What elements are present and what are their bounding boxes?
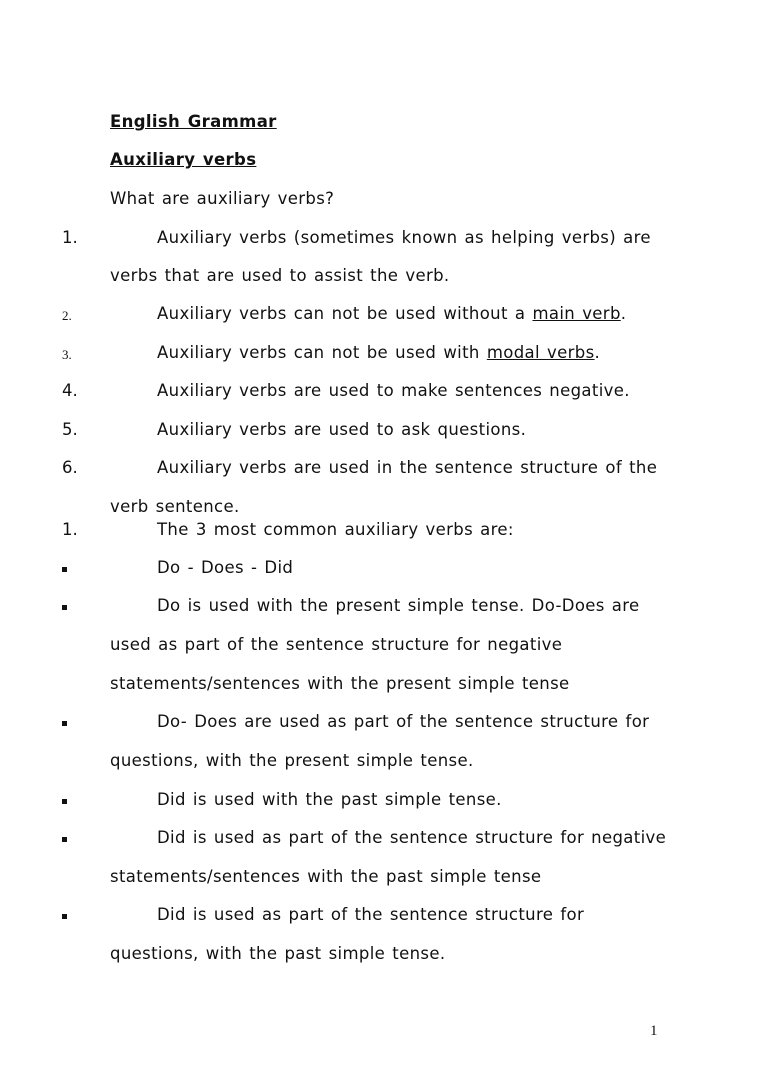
list-marker: 3. (62, 347, 72, 362)
list-marker: 5. (62, 420, 78, 439)
bullet-icon (62, 598, 68, 604)
list-marker: 1. (62, 520, 78, 539)
page-number: 1 (650, 1023, 658, 1039)
document-subheading: Auxiliary verbs (110, 150, 257, 169)
bullet-text: Do - Does - Did (157, 558, 294, 577)
bullet-continuation: used as part of the sentence structure for negative (110, 635, 563, 654)
list-item-text: Auxiliary verbs are used to make sentences negative. (157, 381, 630, 400)
list-item-text: The 3 most common auxiliary verbs are: (157, 520, 514, 539)
list-item-text-part: Auxiliary verbs can not be used with (157, 343, 487, 362)
bullet-text: Did is used as part of the sentence structure for (157, 905, 585, 924)
main-verb-link[interactable]: main verb (532, 304, 621, 323)
bullet-icon (62, 792, 68, 798)
bullet-icon (62, 560, 68, 566)
bullet-continuation: statements/sentences with the present simple tense (110, 674, 570, 693)
list-item-text-part: . (620, 304, 627, 323)
list-item-text: Auxiliary verbs are used in the sentence structure of the (157, 458, 658, 477)
bullet-icon (62, 907, 68, 913)
list-item-text: Auxiliary verbs (sometimes known as helping verbs) are (157, 228, 651, 247)
list-item-text-part: . (594, 343, 601, 362)
bullet-text: Do is used with the present simple tense. Do-Does are (157, 596, 640, 615)
bullet-continuation: questions, with the past simple tense. (110, 944, 446, 963)
modal-verbs-link[interactable]: modal verbs (486, 343, 595, 362)
list-marker: 6. (62, 458, 78, 477)
list-item-continuation: verbs that are used to assist the verb. (110, 266, 450, 285)
list-item-text (157, 304, 626, 324)
list-item-text (157, 343, 600, 363)
list-marker: 1. (62, 228, 78, 247)
bullet-continuation: questions, with the present simple tense. (110, 751, 474, 770)
bullet-icon (62, 830, 68, 836)
list-item-text: Auxiliary verbs are used to ask questions. (157, 420, 527, 439)
list-item-continuation: verb sentence. (110, 497, 240, 516)
list-item-text-part: Auxiliary verbs can not be used without a (157, 304, 533, 323)
list-marker: 2. (62, 308, 72, 323)
bullet-continuation: statements/sentences with the past simple tense (110, 867, 542, 886)
document-heading: English Grammar (110, 112, 277, 131)
bullet-text: Did is used with the past simple tense. (157, 790, 502, 809)
list-marker: 4. (62, 381, 78, 400)
bullet-text: Do- Does are used as part of the sentence structure for (157, 712, 650, 731)
bullet-icon (62, 714, 68, 720)
bullet-text: Did is used as part of the sentence structure for negative (157, 828, 667, 847)
question-text: What are auxiliary verbs? (110, 189, 335, 208)
